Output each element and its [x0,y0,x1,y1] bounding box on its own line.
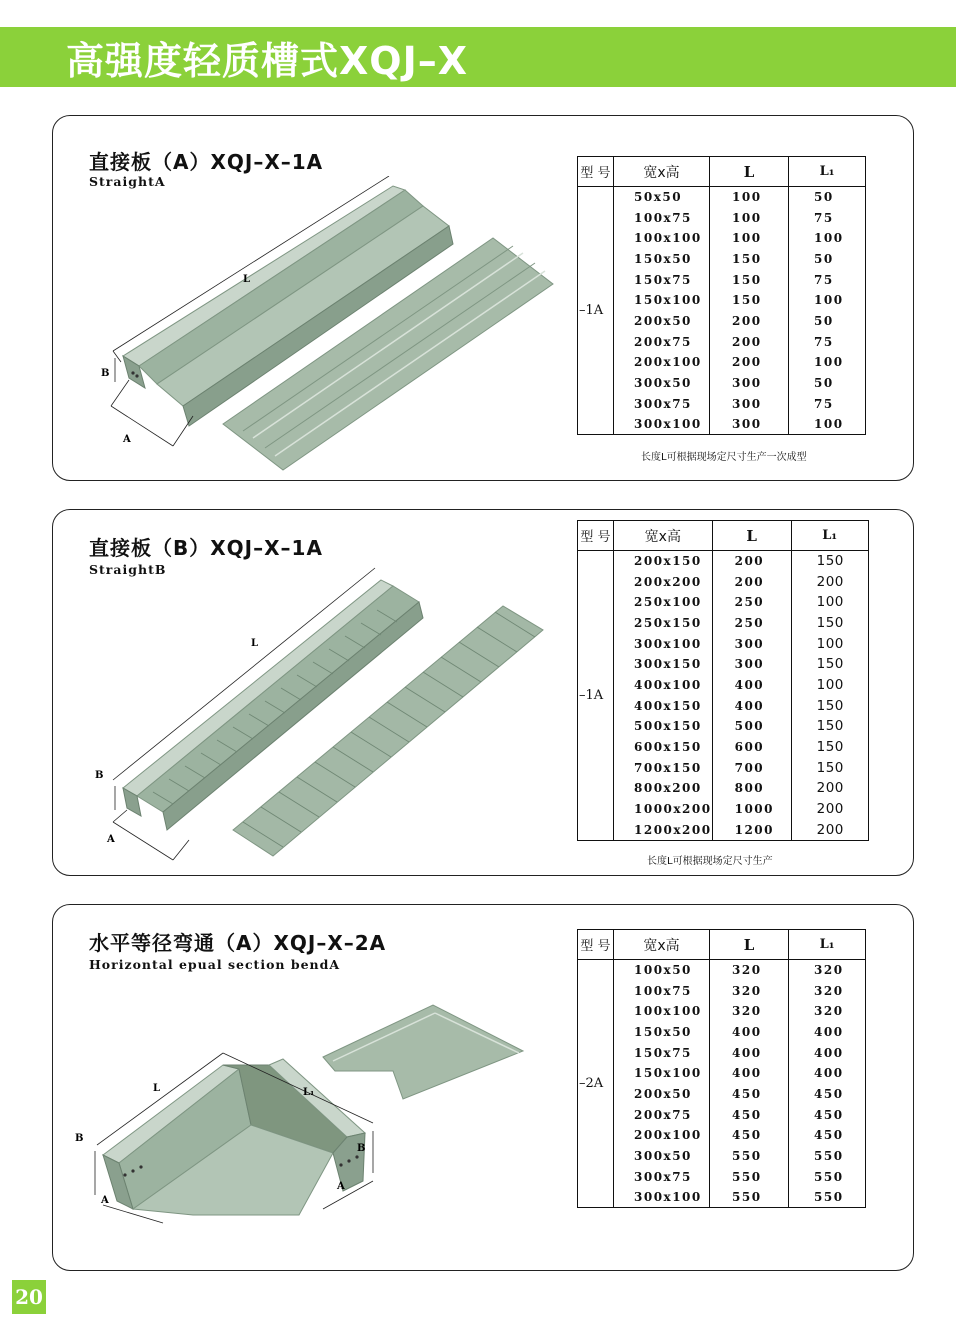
table-row [578,613,869,634]
l-cell: 320 [710,980,789,1001]
header-l: L [710,930,789,960]
table-row [578,1166,866,1187]
dim-label-a: A [123,434,131,445]
table-row [578,311,866,332]
size-cell: 100x100 [614,1001,710,1022]
size-cell: 800x200 [614,778,713,799]
l-cell: 400 [712,675,791,696]
l1-cell: 150 [791,551,868,572]
l1-cell: 320 [789,960,866,981]
l1-cell: 550 [789,1187,866,1208]
l-cell: 550 [710,1166,789,1187]
l-cell: 300 [710,373,789,394]
table-row [578,290,866,311]
l1-cell: 400 [789,1063,866,1084]
size-cell: 100x75 [614,980,710,1001]
header-l1: L₁ [789,930,866,960]
size-cell: 300x50 [614,1146,710,1167]
table-row [578,1001,866,1022]
table-row [578,695,869,716]
l-cell: 400 [710,1022,789,1043]
header-model: 型 号 [578,157,614,187]
table-row [578,633,869,654]
l-cell: 550 [710,1146,789,1167]
table-row [578,1125,866,1146]
section-subtitle: Horizontal epual section bendA [89,957,341,972]
l-cell: 550 [710,1187,789,1208]
l1-cell: 400 [789,1042,866,1063]
size-cell: 300x75 [614,393,710,414]
straight-tray-a-illustration [93,176,573,476]
l1-cell: 100 [789,228,866,249]
size-cell: 700x150 [614,757,713,778]
l1-cell: 400 [789,1022,866,1043]
table-row [578,1063,866,1084]
l1-cell: 200 [791,778,868,799]
header-size: 宽x高 [614,521,713,551]
l-cell: 100 [710,207,789,228]
l1-cell: 450 [789,1104,866,1125]
table-row [578,1146,866,1167]
l1-cell: 100 [789,352,866,373]
header-size: 宽x高 [614,930,710,960]
l1-cell: 50 [789,187,866,208]
l1-cell: 550 [789,1146,866,1167]
l1-cell: 75 [789,331,866,352]
table-row [578,737,869,758]
table-row [578,269,866,290]
size-cell: 150x100 [614,290,710,311]
l-cell: 200 [710,331,789,352]
table-note: 长度L可根据现场定尺寸生产 [647,856,773,867]
table-row [578,778,869,799]
horizontal-bend-illustration [73,995,553,1225]
l-cell: 150 [710,269,789,290]
l1-cell: 150 [791,757,868,778]
l-cell: 320 [710,960,789,981]
l-cell: 250 [712,592,791,613]
l-cell: 600 [712,737,791,758]
l-cell: 150 [710,290,789,311]
table-row [578,551,869,572]
size-cell: 150x50 [614,249,710,270]
section-title: 直接板（A）XQJ–X–1A [89,150,324,174]
table-row [578,1022,866,1043]
size-cell: 100x50 [614,960,710,981]
l1-cell: 100 [789,414,866,435]
size-cell: 300x100 [614,633,713,654]
size-cell: 100x75 [614,207,710,228]
spec-table [577,156,866,435]
l1-cell: 150 [791,716,868,737]
l-cell: 300 [712,633,791,654]
l1-cell: 200 [791,799,868,820]
l-cell: 800 [712,778,791,799]
size-cell: 50x50 [614,187,710,208]
header-model: 型 号 [578,930,614,960]
spec-table [577,929,866,1208]
table-row [578,1042,866,1063]
l-cell: 1200 [712,819,791,840]
l-cell: 200 [710,311,789,332]
l1-cell: 50 [789,249,866,270]
table-row [578,249,866,270]
size-cell: 200x50 [614,311,710,332]
l1-cell: 75 [789,393,866,414]
l1-cell: 200 [791,819,868,840]
header-l: L [712,521,791,551]
l-cell: 300 [710,393,789,414]
dim-label-l: L [153,1083,161,1094]
table-row [578,654,869,675]
size-cell: 250x150 [614,613,713,634]
dim-label-a-left: A [101,1195,109,1206]
size-cell: 150x100 [614,1063,710,1084]
dim-label-l: L [243,274,251,285]
table-row [578,228,866,249]
l1-cell: 150 [791,613,868,634]
section-title: 水平等径弯通（A）XQJ–X–2A [89,931,387,955]
table-row [578,980,866,1001]
dim-label-b-right: B [357,1143,366,1154]
l1-cell: 320 [789,1001,866,1022]
table-row [578,799,869,820]
size-cell: 200x75 [614,331,710,352]
model-cell: –1A [578,187,614,435]
header-size: 宽x高 [614,157,710,187]
l-cell: 100 [710,228,789,249]
table-row [578,1084,866,1105]
size-cell: 100x100 [614,228,710,249]
l-cell: 320 [710,1001,789,1022]
table-row [578,716,869,737]
dim-label-a-right: A [337,1181,345,1192]
l-cell: 450 [710,1125,789,1146]
size-cell: 1000x200 [614,799,713,820]
size-cell: 200x75 [614,1104,710,1125]
size-cell: 300x75 [614,1166,710,1187]
section-straight-a [52,115,914,481]
table-row [578,757,869,778]
size-cell: 150x75 [614,1042,710,1063]
size-cell: 200x150 [614,551,713,572]
table-row [578,592,869,613]
straight-tray-b-illustration [83,560,573,870]
size-cell: 200x200 [614,571,713,592]
table-row [578,675,869,696]
l-cell: 200 [712,551,791,572]
l-cell: 150 [710,249,789,270]
size-cell: 200x100 [614,352,710,373]
dim-label-l: L [251,638,259,649]
header-model: 型 号 [578,521,614,551]
l-cell: 200 [712,571,791,592]
model-cell: –2A [578,960,614,1208]
table-row [578,1104,866,1125]
page-title: 高强度轻质槽式XQJ–X [66,39,469,83]
spec-table [577,520,869,841]
table-row [578,187,866,208]
l-cell: 450 [710,1104,789,1125]
l-cell: 100 [710,187,789,208]
header-l1: L₁ [789,157,866,187]
size-cell: 150x50 [614,1022,710,1043]
dim-label-b: B [101,368,110,379]
size-cell: 200x100 [614,1125,710,1146]
size-cell: 300x50 [614,373,710,394]
size-cell: 200x50 [614,1084,710,1105]
l1-cell: 50 [789,373,866,394]
l1-cell: 320 [789,980,866,1001]
table-row [578,207,866,228]
l-cell: 250 [712,613,791,634]
l1-cell: 100 [791,675,868,696]
table-row [578,960,866,981]
l-cell: 200 [710,352,789,373]
l-cell: 300 [710,414,789,435]
l-cell: 400 [710,1042,789,1063]
l1-cell: 100 [791,633,868,654]
size-cell: 300x150 [614,654,713,675]
section-subtitle: StraightB [89,562,167,577]
table-row [578,331,866,352]
table-row [578,373,866,394]
dim-label-l1: L₁ [303,1087,315,1098]
l-cell: 500 [712,716,791,737]
table-note: 长度L可根据现场定尺寸生产一次成型 [641,452,807,463]
l1-cell: 75 [789,269,866,290]
l1-cell: 100 [789,290,866,311]
table-row [578,1187,866,1208]
l1-cell: 150 [791,737,868,758]
size-cell: 600x150 [614,737,713,758]
table-row [578,393,866,414]
l1-cell: 450 [789,1084,866,1105]
page-number: 20 [12,1280,46,1314]
header-l: L [710,157,789,187]
size-cell: 1200x200 [614,819,713,840]
section-horizontal-bend [52,904,914,1271]
l1-cell: 50 [789,311,866,332]
model-cell: –1A [578,551,614,841]
l-cell: 400 [710,1063,789,1084]
l1-cell: 550 [789,1166,866,1187]
l1-cell: 150 [791,695,868,716]
size-cell: 250x100 [614,592,713,613]
l-cell: 300 [712,654,791,675]
section-straight-b [52,509,914,876]
table-row [578,571,869,592]
table-row [578,352,866,373]
size-cell: 400x100 [614,675,713,696]
size-cell: 150x75 [614,269,710,290]
table-row [578,414,866,435]
section-subtitle: StraightA [89,174,166,189]
l1-cell: 150 [791,654,868,675]
size-cell: 300x100 [614,414,710,435]
l-cell: 1000 [712,799,791,820]
section-title: 直接板（B）XQJ–X–1A [89,536,323,560]
size-cell: 500x150 [614,716,713,737]
dim-label-b-left: B [75,1133,84,1144]
size-cell: 300x100 [614,1187,710,1208]
l-cell: 700 [712,757,791,778]
dim-label-a: A [107,834,115,845]
l-cell: 450 [710,1084,789,1105]
l1-cell: 100 [791,592,868,613]
table-row [578,819,869,840]
header-l1: L₁ [791,521,868,551]
l-cell: 400 [712,695,791,716]
dim-label-b: B [95,770,104,781]
l1-cell: 75 [789,207,866,228]
size-cell: 400x150 [614,695,713,716]
l1-cell: 200 [791,571,868,592]
l1-cell: 450 [789,1125,866,1146]
